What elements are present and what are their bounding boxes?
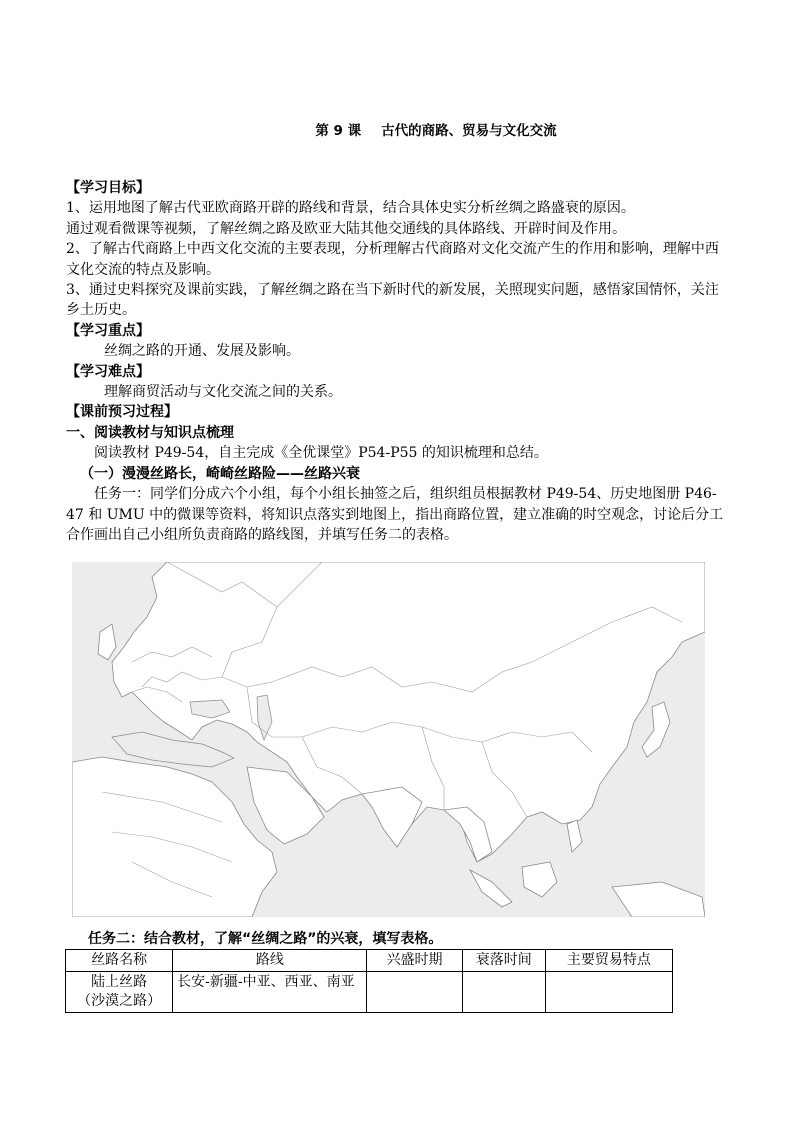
cell-decline-time[interactable] xyxy=(462,972,545,1013)
difficulty-text: 理解商贸活动与文化交流之间的关系。 xyxy=(104,384,342,401)
key-text: 丝绸之路的开通、发展及影响。 xyxy=(104,343,300,360)
part1-heading: 一、阅读教材与知识点梳理 xyxy=(66,424,234,441)
lesson-number: 第 9 课 xyxy=(315,123,362,139)
road-name-line1: 陆上丝路 xyxy=(91,974,148,990)
col-header-name: 丝路名称 xyxy=(66,950,173,972)
silk-road-table xyxy=(65,949,673,1013)
lesson-title-text: 古代的商路、贸易与文化交流 xyxy=(381,123,557,139)
col-header-rise: 兴盛时期 xyxy=(367,950,462,972)
objective-2: 2、了解古代商路上中西文化交流的主要表现，分析理解古代商路对文化交流产生的作用和影响，理解中西文化交流的特点及影响。 xyxy=(66,241,719,278)
document-body xyxy=(66,178,726,545)
table-row xyxy=(66,972,673,1013)
part1-text: 阅读教材 P49-54，自主完成《全优课堂》P54-P55 的知识梳理和总结。 xyxy=(94,445,548,462)
cell-route: 长安-新疆-中亚、西亚、南亚 xyxy=(173,972,367,1013)
col-header-route: 路线 xyxy=(173,950,367,972)
objective-3: 3、通过史料探究及课前实践，了解丝绸之路在当下新时代的新发展，关照现实问题，感悟家国情怀，关注乡土历史。 xyxy=(66,282,719,319)
table-header-row xyxy=(66,950,673,972)
task1-text: 任务一：同学们分成六个小组，每个小组长抽签之后，组织组员根据教材 P49-54、历史地图册 P46-47 和 UMU 中的微课等资料，将知识点落实到地图上，指出商路位置，建立准确的时空观念，讨论后分工合作画出自己小组所负责商路的路线图，并填写任务二的表格。 xyxy=(66,486,724,543)
cell-trade-feature[interactable] xyxy=(545,972,672,1013)
cell-road-name xyxy=(66,972,173,1013)
preview-heading: 【课前预习过程】 xyxy=(66,404,178,421)
objective-1b: 通过观看微课等视频，了解丝绸之路及欧亚大陆其他交通线的具体路线、开辟时间及作用。 xyxy=(66,220,626,237)
objective-1: 1、运用地图了解古代亚欧商路开辟的路线和背景，结合具体史实分析丝绸之路盛衰的原因。 xyxy=(66,200,635,217)
difficulty-heading: 【学习难点】 xyxy=(66,363,150,380)
map-svg xyxy=(72,562,705,917)
road-name-line2: （沙漠之路） xyxy=(77,993,162,1009)
eurasia-blank-map xyxy=(72,562,705,917)
objectives-heading: 【学习目标】 xyxy=(66,180,150,196)
sub1-heading: （一）漫漫丝路长，崎崎丝路险——丝路兴衰 xyxy=(80,465,360,482)
key-heading: 【学习重点】 xyxy=(66,322,150,339)
cell-rise-period[interactable] xyxy=(367,972,462,1013)
task2-heading: 任务二：结合教材，了解“丝绸之路”的兴衰，填写表格。 xyxy=(88,931,443,947)
col-header-feature: 主要贸易特点 xyxy=(545,950,672,972)
lesson-title xyxy=(0,119,794,139)
col-header-decline: 衰落时间 xyxy=(462,950,545,972)
